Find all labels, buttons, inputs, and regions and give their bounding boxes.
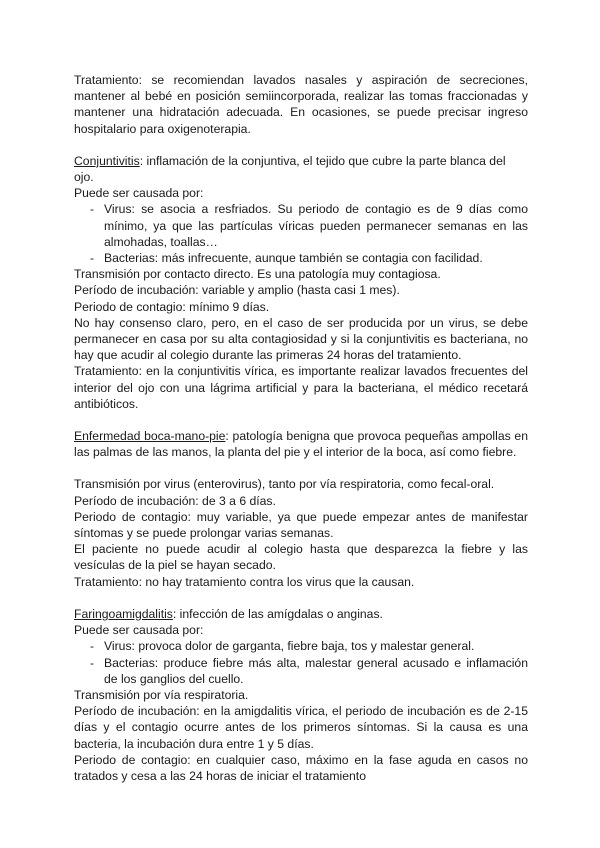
faringoamigdalitis-causes-list: [74, 638, 528, 687]
list-item: - Bacterias: más infrecuente, aunque también se contagia con facilidad.: [74, 250, 528, 266]
conjuntivitis-contagion: Periodo de contagio: mínimo 9 días.: [74, 299, 270, 314]
conjuntivitis-transmission: Transmisión por contacto directo. Es una patología muy contagiosa.: [74, 267, 441, 282]
faringoamigdalitis-transmission: Transmisión por vía respiratoria.: [74, 687, 249, 702]
faringoamigdalitis-title: Faringoamigdalitis: [74, 606, 173, 621]
boca-mano-pie-title: Enfermedad boca-mano-pie: [74, 429, 226, 444]
faringoamigdalitis-causes-intro: Puede ser causada por:: [74, 623, 204, 638]
conjuntivitis-consensus: No hay consenso claro, pero, en el caso de ser producida por un virus, se debe permanecer en casa por su alta contagiosidad y si la conjuntivitis es bacteriana, no hay que acudir al colegio durante las primeras 24 horas del tratamiento.: [74, 315, 528, 363]
list-item: - Virus: provoca dolor de garganta, fiebre baja, tos y malestar general.: [74, 638, 528, 654]
faringoamigdalitis-definition: : infección de las amígdalas o anginas.: [172, 606, 383, 621]
boca-mano-pie-definition: : patología benigna que provoca pequeñas ampollas en las palmas de las manos, la planta del pie y el interior de la boca, así como fiebre.: [74, 429, 528, 460]
faringoamigdalitis-heading: [74, 606, 528, 622]
document-page: [74, 72, 528, 784]
conjuntivitis-heading: [74, 153, 528, 185]
faringoamigdalitis-contagion: Periodo de contagio: en cualquier caso, máximo en la fase aguda en casos no tratados y cesa a las 24 horas de iniciar el tratamiento: [74, 752, 528, 783]
list-item: - Virus: se asocia a resfriados. Su periodo de contagio es de 9 días como mínimo, ya que las partículas víricas pueden permanecer semanas en las almohadas, toallas…: [74, 201, 528, 250]
spacer: [74, 137, 528, 153]
list-item: - Bacterias: produce fiebre más alta, malestar general acusado e inflamación de los ganglios del cuello.: [74, 655, 528, 687]
boca-mano-pie-school: El paciente no puede acudir al colegio hasta que desparezca la fiebre y las vesículas de la piel se hayan secado.: [74, 542, 528, 573]
conjuntivitis-treatment: Tratamiento: en la conjuntivitis vírica, es importante realizar lavados frecuentes del interior del ojo con una lágrima artificial y para la bacteriana, el médico recetará antibióticos.: [74, 364, 528, 411]
spacer: [74, 590, 528, 606]
conjuntivitis-definition: : inflamación de la conjuntiva, el tejido que cubre la parte blanca del ojo.: [74, 153, 506, 185]
faringoamigdalitis-incubation: Período de incubación: en la amigdalitis vírica, el periodo de incubación es de 2-15 días y el contagio ocurre antes de los primeros síntomas. Si la causa es una bacteria, la incubación dura entre 1 y 5 días.: [74, 704, 528, 751]
boca-mano-pie-incubation: Período de incubación: de 3 a 6 días.: [74, 493, 276, 508]
boca-mano-pie-transmission: Transmisión por virus (enterovirus), tanto por vía respiratoria, como fecal-oral.: [74, 477, 495, 492]
spacer: [74, 412, 528, 428]
boca-mano-pie-treatment: Tratamiento: no hay tratamiento contra los virus que la causan.: [74, 574, 415, 589]
conjuntivitis-causes-list: [74, 201, 528, 266]
conjuntivitis-title: Conjuntivitis: [74, 153, 140, 168]
treatment-paragraph: Tratamiento: se recomiendan lavados nasales y aspiración de secreciones, mantener al bebé en posición semiincorporada, realizar las tomas fraccionadas y mantener una hidratación adecuada. En ocasiones, se puede precisar ingreso hospitalario para oxigenoterapia.: [74, 73, 528, 136]
boca-mano-pie-contagion: Periodo de contagio: muy variable, ya que puede empezar antes de manifestar síntomas y se puede prolongar varias semanas.: [74, 509, 528, 541]
conjuntivitis-incubation: Período de incubación: variable y amplio (hasta casi 1 mes).: [74, 283, 400, 298]
conjuntivitis-causes-intro: Puede ser causada por:: [74, 186, 204, 201]
spacer: [74, 460, 528, 476]
boca-mano-pie-heading: [74, 428, 528, 460]
